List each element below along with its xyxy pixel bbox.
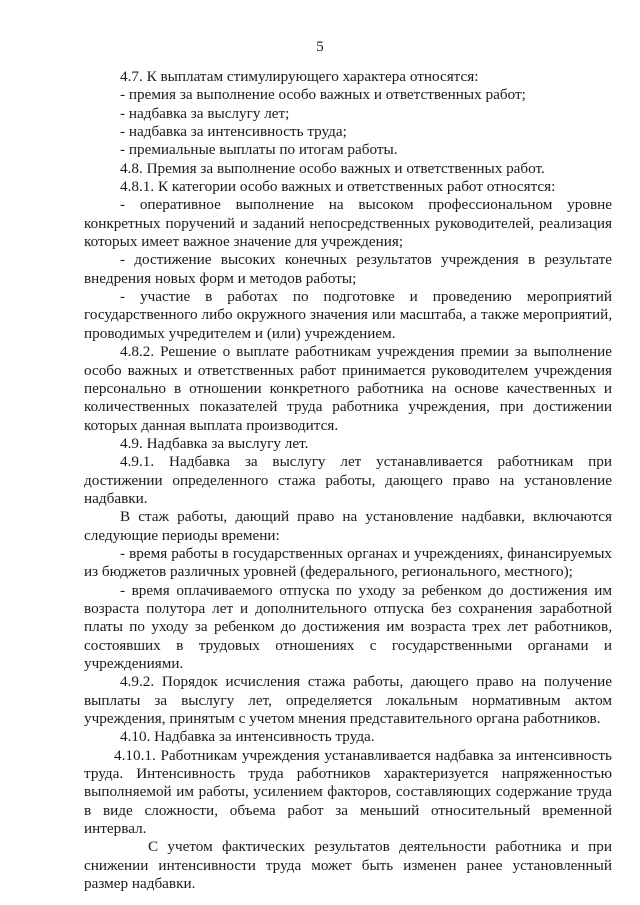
list-item: - премиальные выплаты по итогам работы. — [120, 141, 398, 159]
clause-4-8-1: 4.8.1. К категории особо важных и ответственных работ относятся: — [120, 178, 556, 196]
clause-4-8-2: 4.8.2. Решение о выплате работникам учреждения премии за выполнение особо важных и ответственных работ принимается руководителем учреждения персонально в отношении конкретного работника на основе качественных и количественных показателей труда работника учреждения, при достижении которых данная выплата производится. — [84, 343, 612, 434]
list-item: - достижение высоких конечных результатов учреждения в результате внедрения новых форм и методов работы; — [84, 251, 612, 287]
list-item: - надбавка за выслугу лет; — [120, 104, 290, 122]
document-body — [84, 68, 612, 893]
clause-4-9-2: 4.9.2. Порядок исчисления стажа работы, дающего право на получение выплаты за выслугу лет, определяется локальным нормативным актом учреждения, принятым с учетом мнения представительного органа работников. — [84, 673, 612, 728]
list-item: - участие в работах по подготовке и проведению мероприятий государственного либо окружного значения или масштаба, а также мероприятий, проводимых учредителем и (или) учреждением. — [84, 288, 612, 342]
paragraph: В стаж работы, дающий право на установление надбавки, включаются следующие периоды времени: — [84, 508, 612, 544]
clause-4-8-heading: 4.8. Премия за выполнение особо важных и ответственных работ. — [120, 159, 545, 177]
list-item: - время работы в государственных органах и учреждениях, финансируемых из бюджетов различных уровней (федерального, регионального, местного); — [84, 544, 612, 581]
list-item: - оперативное выполнение на высоком профессиональном уровне конкретных поручений и заданий непосредственных руководителей, реализация которых имеет важное значение для учреждения; — [84, 196, 612, 251]
clause-4-9-1: 4.9.1. Надбавка за выслугу лет устанавливается работникам при достижении определенного стажа работы, дающего право на установление надбавки. — [84, 453, 612, 507]
paragraph: С учетом фактических результатов деятельности работника и при снижении интенсивности труда может быть изменен ранее установленный размер надбавки. — [84, 838, 612, 893]
list-item: - премия за выполнение особо важных и ответственных работ; — [120, 86, 526, 104]
clause-4-9-heading: 4.9. Надбавка за выслугу лет. — [120, 434, 309, 452]
page-number: 5 — [316, 39, 324, 55]
clause-4-10-1: 4.10.1. Работникам учреждения устанавливается надбавка за интенсивность труда. Интенсивность труда работников характеризуется напряженностью выполняемой им работы, усилением факторов, составляющих содержание труда в виде сложности, объема работ за меньший относительный временной интервал. — [84, 746, 612, 838]
list-item: - время оплачиваемого отпуска по уходу за ребенком до достижения им возраста полутора лет и дополнительного отпуска без сохранения заработной платы по уходу за ребенком до достижения им возраста трех лет работников, состоявших в трудовых отношениях с государственными органами и учреждениями. — [84, 581, 612, 672]
clause-4-7-heading: 4.7. К выплатам стимулирующего характера относятся: — [120, 68, 479, 85]
list-item: - надбавка за интенсивность труда; — [120, 123, 347, 141]
clause-4-10-heading: 4.10. Надбавка за интенсивность труда. — [120, 728, 375, 746]
